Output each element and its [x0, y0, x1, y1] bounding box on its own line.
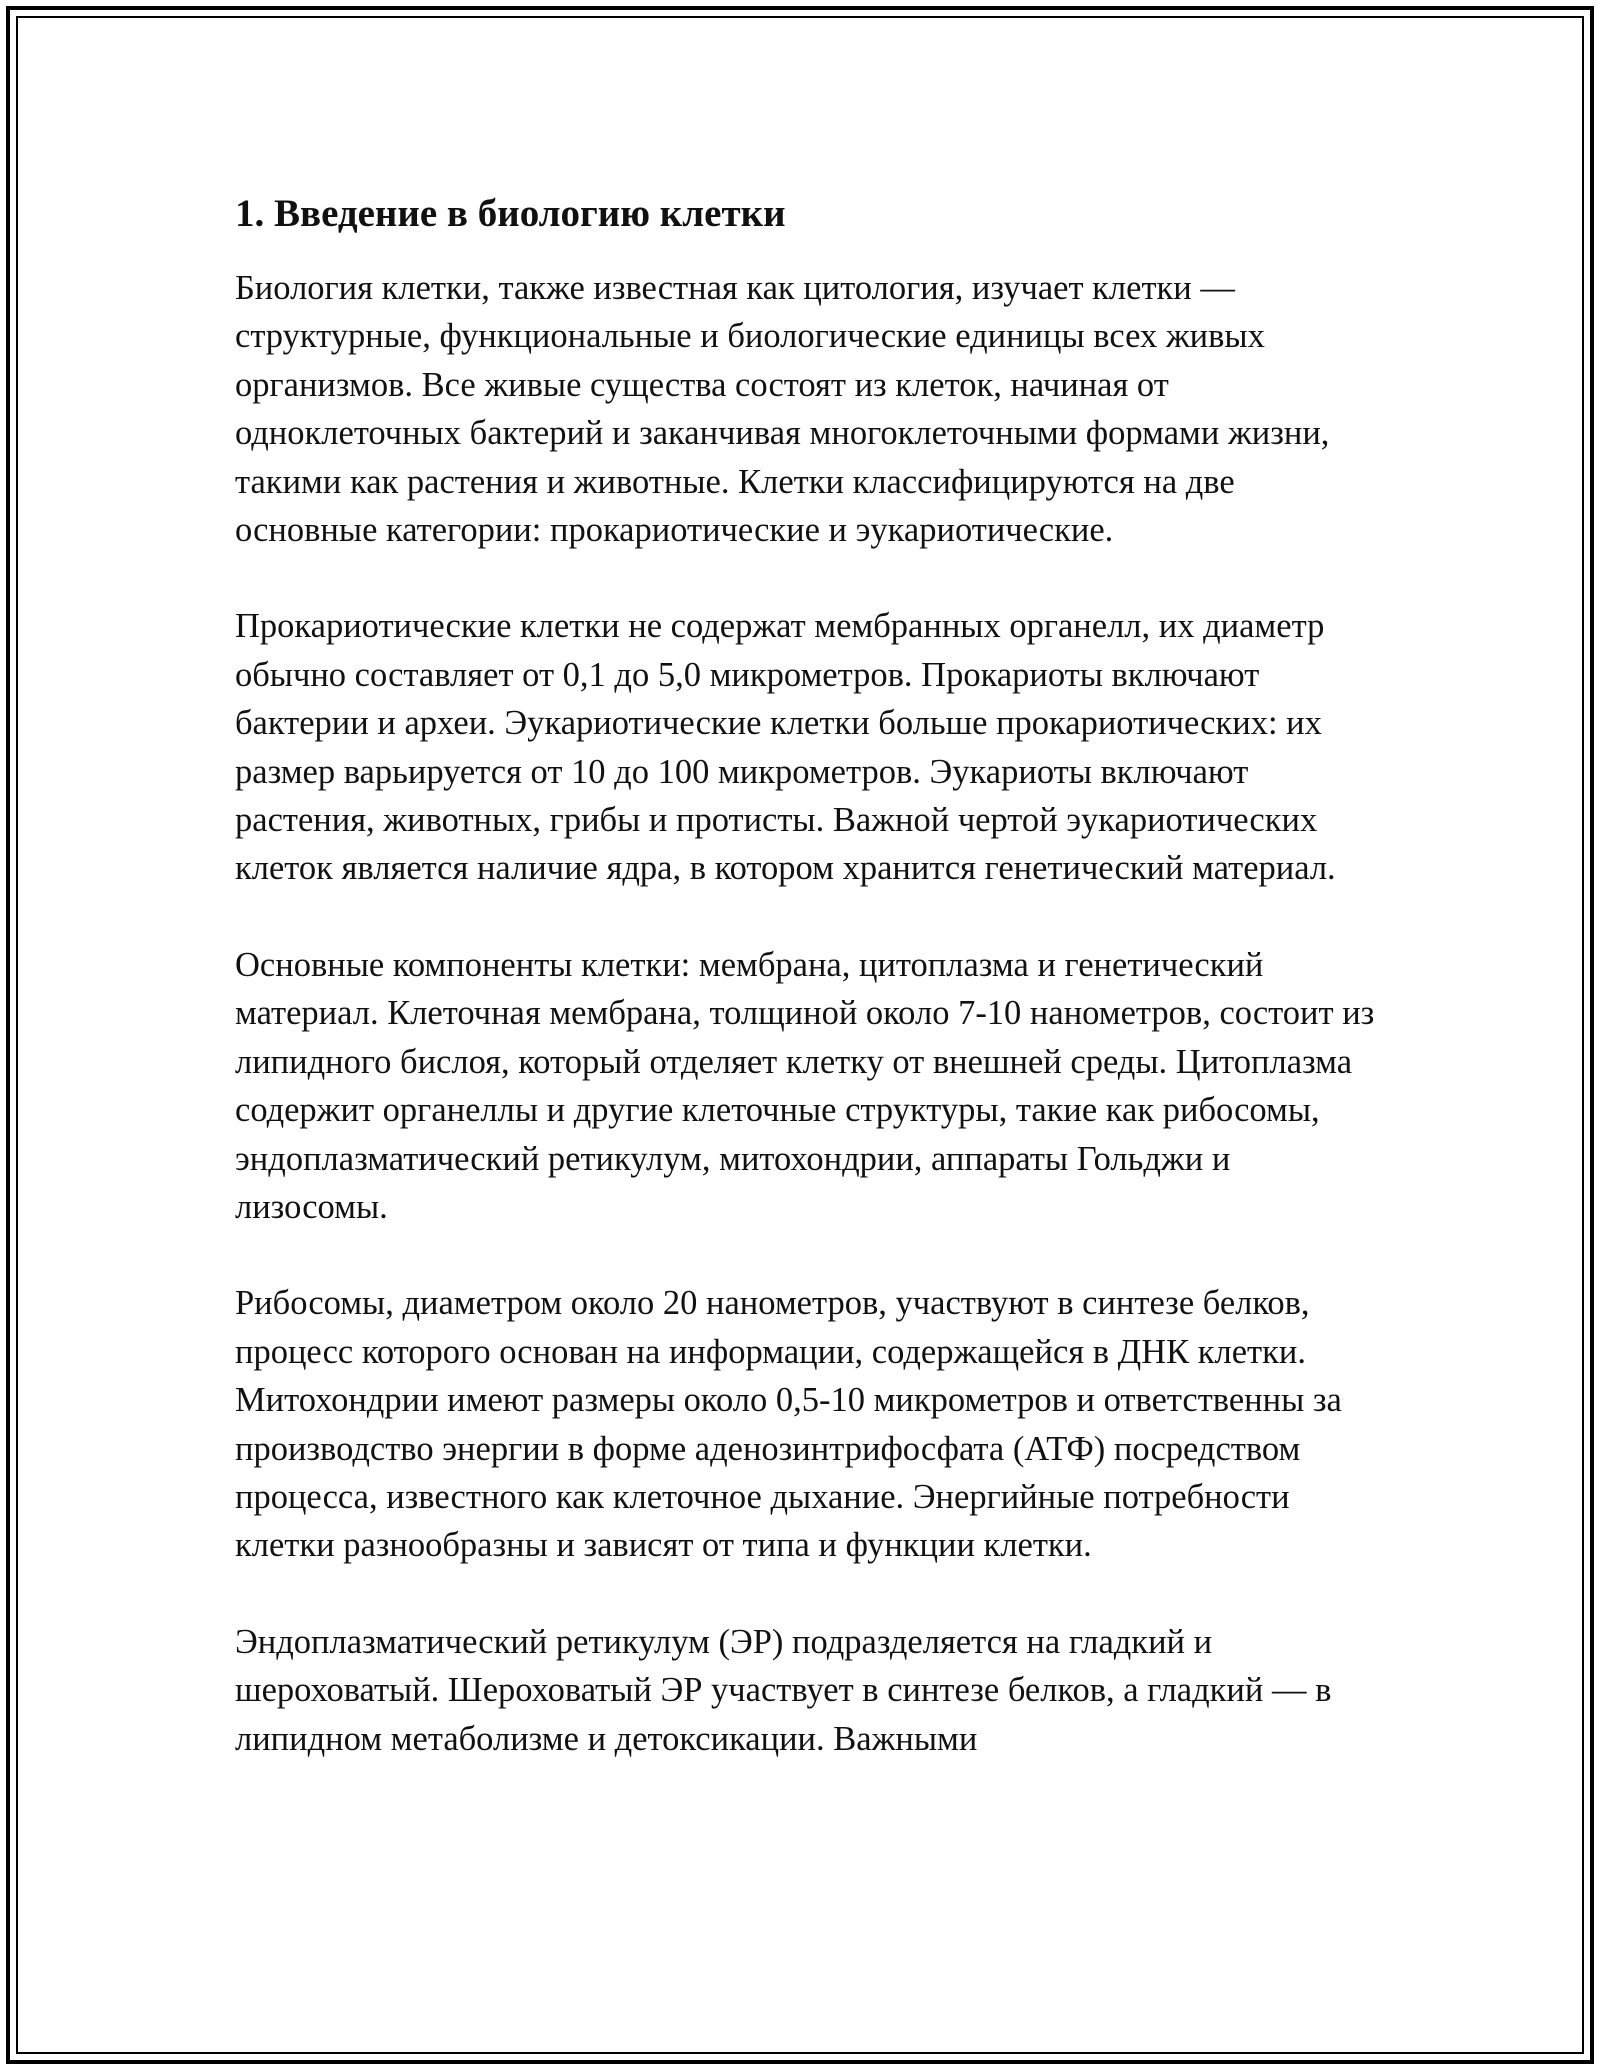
document-body	[235, 186, 1375, 1763]
paragraph-cell-components: Основные компоненты клетки: мембрана, цитоплазма и генетический материал. Клеточная мембрана, толщиной около 7-10 нанометров, состоит из липидного бислоя, который отделяет клетку от внешней среды. Цитоплазма содержит органеллы и другие клеточные структуры, такие как рибосомы, эндоплазматический ретикулум, митохондрии, аппараты Гольджи и лизосомы.	[235, 945, 1375, 1226]
paragraph-ribosomes-mitochondria: Рибосомы, диаметром около 20 нанометров, участвуют в синтезе белков, процесс которого основан на информации, содержащейся в ДНК клетки. Митохондрии имеют размеры около 0,5-10 микрометров и ответственны за производство энергии в форме аденозинтрифосфата (АТФ) посредством процесса, известного как клеточное дыхание. Энергийные потребности клетки разнообразны и зависят от типа и функции клетки.	[235, 1284, 1342, 1565]
paragraph-intro: Биология клетки, также известная как цитология, изучает клетки — структурные, функциональные и биологические единицы всех живых организмов. Все живые существа состоят из клеток, начиная от одноклеточных бактерий и заканчивая многоклеточными формами жизни, такими как растения и животные. Клетки классифицируются на две основные категории: прокариотические и эукариотические.	[235, 269, 1330, 550]
section-title: 1. Введение в биологию клетки	[235, 192, 786, 235]
paragraph-prokaryotes: Прокариотические клетки не содержат мембранных органелл, их диаметр обычно составляет от 0,1 до 5,0 микрометров. Прокариоты включают бактерии и археи. Эукариотические клетки больше прокариотических: их размер варьируется от 10 до 100 микрометров. Эукариоты включают растения, животных, грибы и протисты. Важной чертой эукариотических клеток является наличие ядра, в котором хранится генетический материал.	[235, 607, 1336, 888]
paragraph-endoplasmic-reticulum: Эндоплазматический ретикулум (ЭР) подразделяется на гладкий и шероховатый. Шероховатый ЭР участвует в синтезе белков, а гладкий — в липидном метаболизме и детоксикации. Важными	[235, 1622, 1332, 1758]
